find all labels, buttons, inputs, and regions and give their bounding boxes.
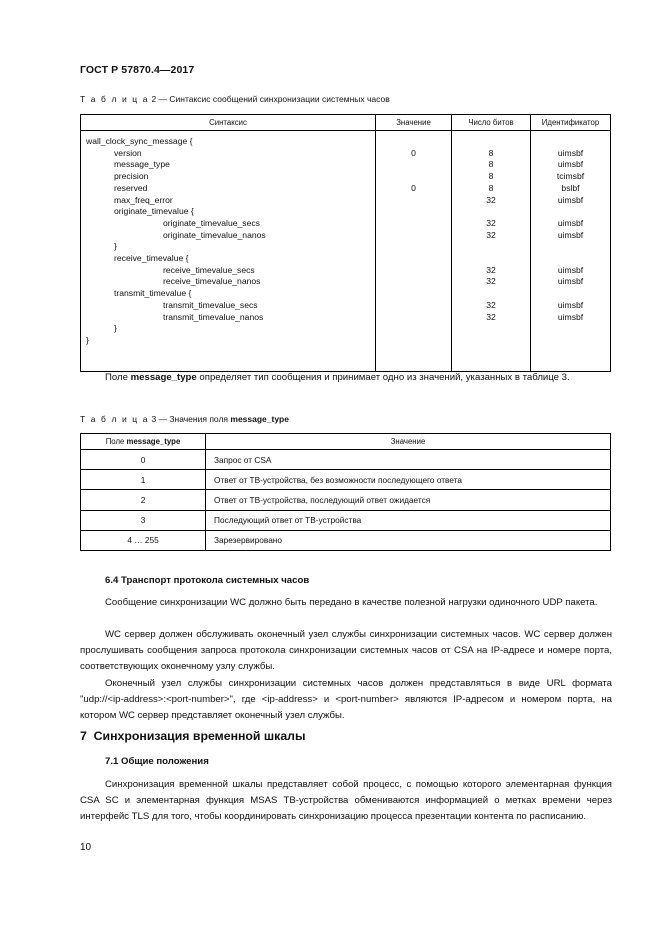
table3-field-cell: 3 (81, 510, 206, 530)
table2-syntax-cell: } (114, 323, 117, 334)
table2-bits-cell: 32 (486, 264, 496, 275)
table3-field-cell: 2 (81, 490, 206, 510)
section-6-4-paragraph-3: Оконечный узел службы синхронизации системных часов должен представляться в виде URL формата "udp://<ip-address>:<port-number>", где <ip-address> и <port-number> являются IP-адресом и номером порта, на котором WC сервер представляет оконечный узел службы. (80, 678, 612, 722)
table2-syntax-cell: max_freq_error (114, 194, 173, 205)
table2-identifier-cell: uimsbf (557, 299, 584, 310)
table2-header-syntax: Синтаксис (81, 115, 376, 131)
table3-field-cell: 0 (81, 450, 206, 470)
table2-value-cell: 0 (411, 147, 416, 158)
table2-syntax-cell: originate_timevalue { (114, 206, 194, 217)
table2-syntax (80, 114, 611, 372)
table2-identifier-cell: tcimsbf (556, 171, 585, 182)
table3-message-type-values (80, 433, 611, 551)
table2-bits-cell: 32 (486, 276, 496, 287)
table2-identifier-cell: uimsbf (557, 229, 584, 240)
table2-bits-column (452, 131, 531, 372)
para-text-before: Поле (105, 372, 131, 383)
page-number: 10 (80, 842, 92, 853)
table3-row (81, 530, 611, 550)
table2-bits-cell: 8 (488, 182, 494, 193)
table2-bits-cell: 32 (486, 299, 496, 310)
table2-syntax-cell: wall_clock_sync_message { (86, 136, 193, 146)
table2-identifier-cell: bslbf (561, 182, 580, 193)
table2-identifier-cell: uimsbf (557, 147, 584, 158)
table2-syntax-cell: message_type (114, 159, 170, 170)
table2-bits-cell: 32 (486, 217, 496, 228)
section-6-4-heading: 6.4 Транспорт протокола системных часов (105, 575, 310, 586)
table2-value-column (376, 131, 452, 372)
table2-identifier-cell: uimsbf (557, 276, 584, 287)
table2-syntax-cell: reserved (114, 182, 148, 193)
table2-syntax-cell: transmit_timevalue { (114, 288, 192, 299)
table2-bits-cell: 32 (486, 229, 496, 240)
table3-meaning-cell: Ответ от ТВ-устройства, последующий ответ ожидается (206, 490, 611, 510)
section-7-heading: 7 Синхронизация временной шкалы (80, 729, 306, 743)
table2-identifier-column (531, 131, 611, 372)
table2-syntax-cell: receive_timevalue { (114, 253, 189, 263)
section-6-4-paragraph-1: Сообщение синхронизации WC должно быть передано в качестве полезной нагрузки одиночного UDP пакета. (105, 597, 598, 608)
table3-field-cell: 4 … 255 (81, 530, 206, 550)
table2-syntax-cell: version (114, 147, 142, 158)
table3-meaning-cell: Запрос от CSA (206, 450, 611, 470)
section-6-4-paragraph-2: WC сервер должен обслуживать оконечный узел службы синхронизации системных часов. WC сервер должен прослушивать сообщения запроса протокола синхронизации системных часов от CSA на IP-адресе и номере порта, соответствующих оконечному узлу службы. (80, 629, 612, 673)
document-id: ГОСТ Р 57870.4—2017 (80, 64, 195, 76)
table2-bits-cell: 8 (488, 159, 494, 170)
table3-caption-prefix: Т а б л и ц а (80, 414, 150, 424)
table2-identifier-cell: uimsbf (557, 311, 584, 322)
table2-syntax-cell: originate_timevalue_secs (163, 217, 260, 228)
table2-bits-cell: 8 (488, 171, 494, 182)
table2-syntax-cell: } (86, 334, 89, 345)
table3-row (81, 450, 611, 470)
table2-syntax-cell: precision (114, 171, 149, 182)
para-field-name: message_type (130, 372, 197, 383)
table2-syntax-cell: receive_timevalue_nanos (163, 276, 261, 287)
table3-caption-text: 3 — Значения поля (151, 414, 231, 424)
message-type-paragraph (80, 370, 612, 386)
table3-header-field (81, 434, 206, 450)
table2-bits-cell: 32 (486, 194, 496, 205)
table3-caption-field: message_type (230, 414, 289, 424)
table2-identifier-cell: uimsbf (557, 217, 584, 228)
table3-meaning-cell: Ответ от ТВ-устройства, без возможности последующего ответа (206, 470, 611, 490)
table2-identifier-cell: uimsbf (557, 194, 584, 205)
table3-field-cell: 1 (81, 470, 206, 490)
para-text-after: определяет тип сообщения и принимает одно из значений, указанных в таблице 3. (196, 372, 570, 383)
table3-meaning-cell: Последующий ответ от ТВ-устройства (206, 510, 611, 530)
table3-header-field-name: message_type (126, 437, 181, 446)
table2-syntax-column (81, 131, 376, 372)
table2-identifier-cell: uimsbf (557, 159, 584, 170)
table2-syntax-cell: transmit_timevalue_nanos (163, 311, 264, 322)
table3-meaning-cell: Зарезервировано (206, 530, 611, 550)
table2-syntax-cell: } (114, 241, 117, 252)
table2-syntax-cell: receive_timevalue_secs (163, 264, 255, 275)
table2-syntax-cell: transmit_timevalue_secs (163, 299, 258, 310)
table3-header-field-prefix: Поле (105, 437, 127, 446)
table2-header-bits: Число битов (452, 115, 531, 131)
table2-bits-cell: 8 (488, 147, 494, 158)
table2-caption (80, 94, 390, 104)
table2-caption-text: 2 — Синтаксис сообщений синхронизации системных часов (151, 94, 390, 104)
table2-caption-prefix: Т а б л и ц а (80, 94, 150, 104)
table2-value-cell: 0 (411, 182, 416, 193)
section-7-1-heading: 7.1 Общие положения (105, 756, 209, 767)
table2-header-identifier: Идентификатор (531, 115, 611, 131)
table2-bits-cell: 32 (486, 311, 496, 322)
table3-caption (80, 414, 289, 424)
table2-identifier-cell: uimsbf (557, 264, 584, 275)
table3-header-value: Значение (206, 434, 611, 450)
table3-row (81, 470, 611, 490)
table3-row (81, 510, 611, 530)
table3-row (81, 490, 611, 510)
section-7-1-paragraph: Синхронизация временной шкалы представляет собой процесс, с помощью которого элементарная функция CSA SC и элементарная функция MSAS ТВ-устройства обмениваются информацией о метках времени через интерфейс TLS для того, чтобы координировать синхронизацию процесса презентации контента по расписанию. (80, 779, 612, 823)
table2-syntax-cell: originate_timevalue_nanos (163, 229, 266, 240)
table2-header-value: Значение (376, 115, 452, 131)
